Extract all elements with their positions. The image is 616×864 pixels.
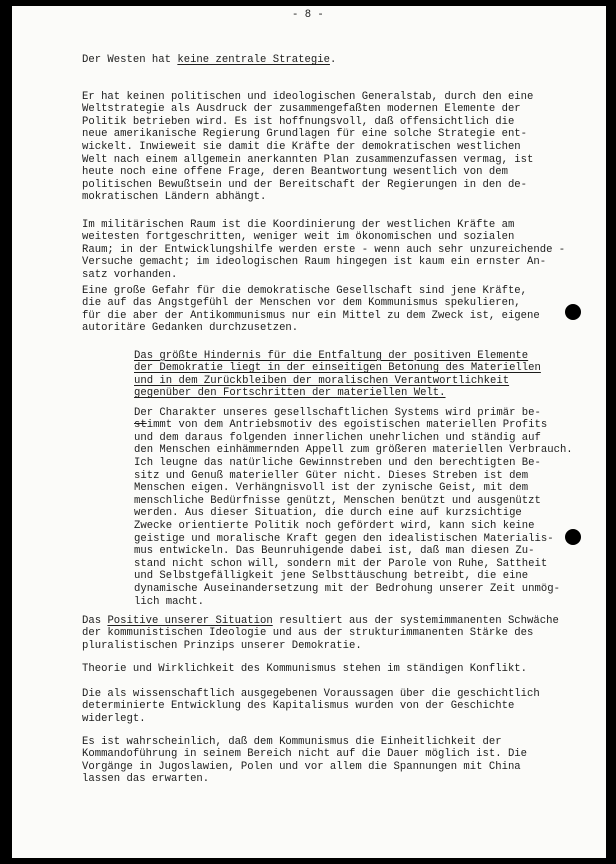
text-line: Im militärischen Raum ist die Koordinierung der westlichen Kräfte am [82, 218, 515, 231]
text-line: pluralistischen Prinzips unserer Demokratie. [82, 639, 362, 652]
positive-phrase: Positive unserer Situation [107, 614, 273, 627]
text-line: der kommunistischen Ideologie und aus der strukturimmanenten Stärke des [82, 627, 534, 640]
text-line: Welt nach einem allgemein anerkannten Plan zusammenzufassen vermag, ist [82, 153, 534, 166]
positive-line-prefix: Das [82, 614, 108, 627]
text-line: wickelt. Inwieweit sie damit die Kräfte der demokratischen westlichen [82, 140, 521, 153]
text-line: und dem daraus folgenden innerlichen unehrlichen und ständig auf [134, 431, 541, 444]
text-line: Eine große Gefahr für die demokratische Gesellschaft sind jene Kräfte, [82, 284, 528, 297]
text-line: weitesten fortgeschritten, weniger weit im ökonomischen und sozialen [82, 231, 515, 244]
heading-prefix: Der Westen hat [82, 54, 178, 66]
text-line: Es ist wahrscheinlich, daß dem Kommunismus die Einheitlichkeit der [82, 735, 502, 748]
text-line: Ich leugne das natürliche Gewinnstreben und den berechtigten Be- [134, 456, 541, 469]
text-line: Raum; in der Entwicklungshilfe werden erste - wenn auch sehr unzureichende - [82, 243, 566, 256]
text-line: widerlegt. [82, 712, 146, 725]
paragraph-command [82, 723, 527, 811]
text-line: und Selbstgefälligkeit jene Selbsttäuschung betreibt, die eine [134, 570, 529, 583]
text-line: Die als wissenschaftlich ausgegebenen Voraussagen über die geschichtlich [82, 687, 540, 700]
text-line: werden. Aus dieser Situation, die durch eine auf kurzsichtige [134, 507, 522, 520]
document-page [12, 6, 606, 858]
text-line: lich macht. [134, 595, 204, 608]
text-line: lassen das erwarten. [82, 773, 210, 786]
punch-hole [565, 529, 581, 545]
text-line: neue amerikanische Regierung Grundlagen für eine solche Strategie ent- [82, 128, 528, 141]
heading-underlined: keine zentrale Strategie [177, 54, 330, 66]
text-line: dynamische Auseinandersetzung mit der Bedrohung unserer Zeit unmög- [134, 582, 560, 595]
text-line: autoritäre Gedanken durchzusetzen. [82, 322, 299, 335]
section-heading [82, 54, 336, 67]
text-line: der Demokratie liegt in der einseitigen Betonung des Materiellen [134, 362, 541, 375]
text-line: stimmt von dem Antriebsmotiv des egoistischen materiellen Profits [134, 419, 548, 432]
paragraph-character [134, 394, 573, 633]
text-line: Zwecke orientierte Politik noch gefördert wird, kann sich keine [134, 519, 535, 532]
punch-hole [565, 304, 581, 320]
text-line: Theorie und Wirklichkeit des Kommunismus stehen im ständigen Konflikt. [82, 662, 528, 675]
text-line: Versuche gemacht; im ideologischen Raum hingegen ist kaum ein ernster An- [82, 256, 547, 269]
text-line: den Menschen einhämmernden Appell zum größeren materiellen Verbrauch. [134, 444, 573, 457]
text-line: heute noch eine offene Frage, deren Beantwortung wesentlich von dem [82, 166, 508, 179]
text-line: Menschen eigen. Verhängnisvoll ist der zynische Geist, mit dem [134, 482, 529, 495]
text-line: Weltstrategie als Ausdruck der zusammengefaßten modernen Elemente der [82, 103, 521, 116]
text-line-positive [82, 615, 559, 628]
text-line: mus entwickeln. Das Beunruhigende dabei ist, daß man diesen Zu- [134, 545, 535, 558]
text-line: Das größte Hindernis für die Entfaltung der positiven Elemente [134, 349, 529, 362]
text-line: determinierte Entwicklung des Kapitalismus wurden von der Geschichte [82, 700, 515, 713]
text-line: mokratischen Ländern abhängt. [82, 191, 267, 204]
page-number: - 8 - [292, 9, 324, 21]
text-line: menschliche Bedürfnisse genützt, Menschen benützt und ausgenützt [134, 494, 541, 507]
text-line: Politik betrieben wird. Es ist hoffnungsvoll, daß offensichtlich die [82, 115, 515, 128]
text-line: und in dem Zurückbleiben der moralischen Verantwortlichkeit [134, 374, 510, 387]
text-line: für die aber der Antikommunismus nur ein Mittel zu dem Zweck ist, eigene [82, 309, 540, 322]
text-line: Kommandoführung in seinem Bereich nicht auf die Dauer möglich ist. Die [82, 748, 528, 761]
text-line: sitz und Genuß materieller Güter nicht. Dieses Streben ist dem [134, 469, 529, 482]
text-line: satz vorhanden. [82, 268, 178, 281]
text-line: Der Charakter unseres gesellschaftlichen Systems wird primär be- [134, 406, 541, 419]
text-line: Vorgänge in Jugoslawien, Polen und vor allem die Spannungen mit China [82, 760, 521, 773]
text-line: stand nicht schon will, sondern mit der Parole von Ruhe, Sattheit [134, 557, 548, 570]
text-line: die auf das Angstgefühl der Menschen vor dem Kommunismus spekulieren, [82, 297, 521, 310]
text-line: gegenüber den Fortschritten der materiellen Welt. [134, 387, 446, 400]
heading-suffix: . [329, 54, 337, 66]
text-line: Er hat keinen politischen und ideologischen Generalstab, durch den eine [82, 90, 534, 103]
text-line: politischen Bewußtsein und der Bereitschaft der Regierungen in den de- [82, 178, 528, 191]
positive-line-suffix: resultiert aus der systemimmanenten Schwäche [272, 614, 559, 627]
text-line: geistige und moralische Kraft gegen den idealistischen Materialis- [134, 532, 554, 545]
